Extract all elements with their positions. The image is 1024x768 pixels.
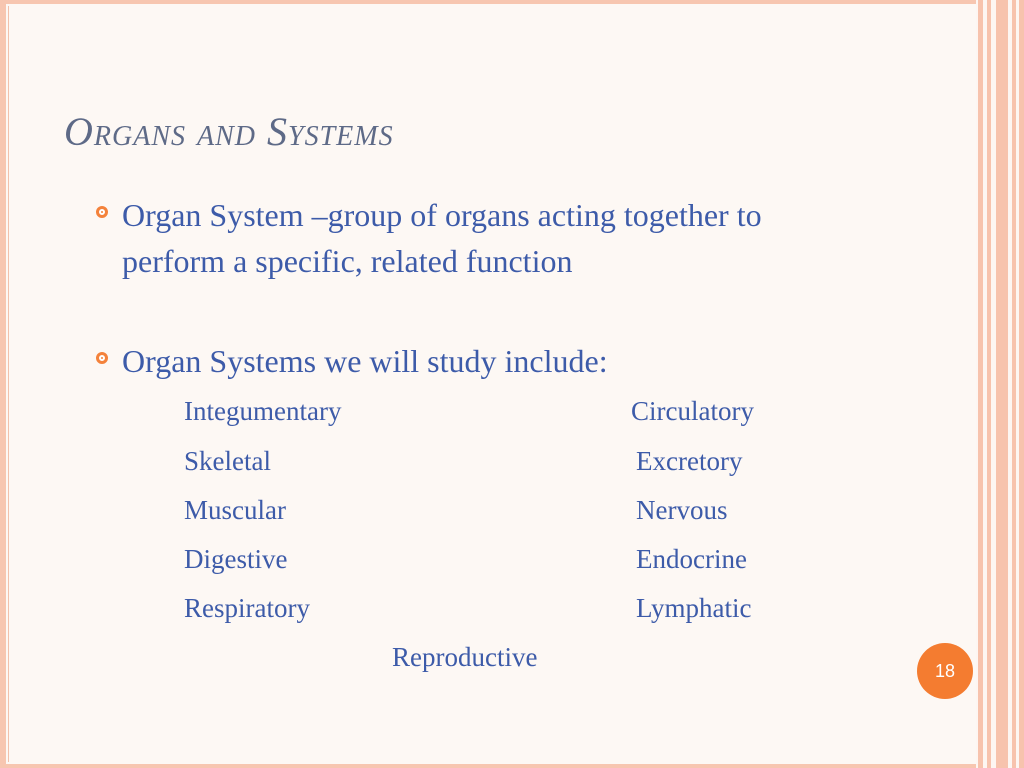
system-item: Lymphatic bbox=[636, 593, 752, 623]
stripe bbox=[996, 0, 1008, 768]
system-item: Reproductive bbox=[392, 642, 538, 672]
system-item: Circulatory bbox=[631, 396, 754, 426]
system-item: Muscular bbox=[184, 495, 286, 525]
system-item: Nervous bbox=[636, 495, 728, 525]
stripe bbox=[978, 0, 983, 768]
system-item: Endocrine bbox=[636, 544, 747, 574]
frame-left-border bbox=[0, 0, 6, 768]
bullet-circle-icon bbox=[96, 206, 108, 218]
page-number-badge: 18 bbox=[917, 643, 973, 699]
stripe bbox=[1019, 0, 1024, 768]
decorative-stripes bbox=[976, 0, 1024, 768]
bullet-item bbox=[96, 192, 856, 284]
system-item: Skeletal bbox=[184, 446, 271, 476]
bullet-text: Organ System –group of organs acting together to perform a specific, related function bbox=[122, 197, 762, 279]
bullet-circle-icon bbox=[96, 352, 108, 364]
frame-inner-line bbox=[8, 6, 9, 762]
system-item: Excretory bbox=[636, 446, 743, 476]
slide-title: Organs and Systems bbox=[64, 109, 394, 154]
system-item: Integumentary bbox=[184, 396, 342, 426]
stripe bbox=[987, 0, 991, 768]
frame-bottom-border bbox=[0, 764, 1024, 768]
system-item: Respiratory bbox=[184, 593, 310, 623]
bullet-item bbox=[96, 338, 856, 384]
system-item: Digestive bbox=[184, 544, 288, 574]
bullet-text: Organ Systems we will study include: bbox=[122, 343, 608, 379]
frame-top-border bbox=[0, 0, 1024, 4]
stripe bbox=[1012, 0, 1016, 768]
